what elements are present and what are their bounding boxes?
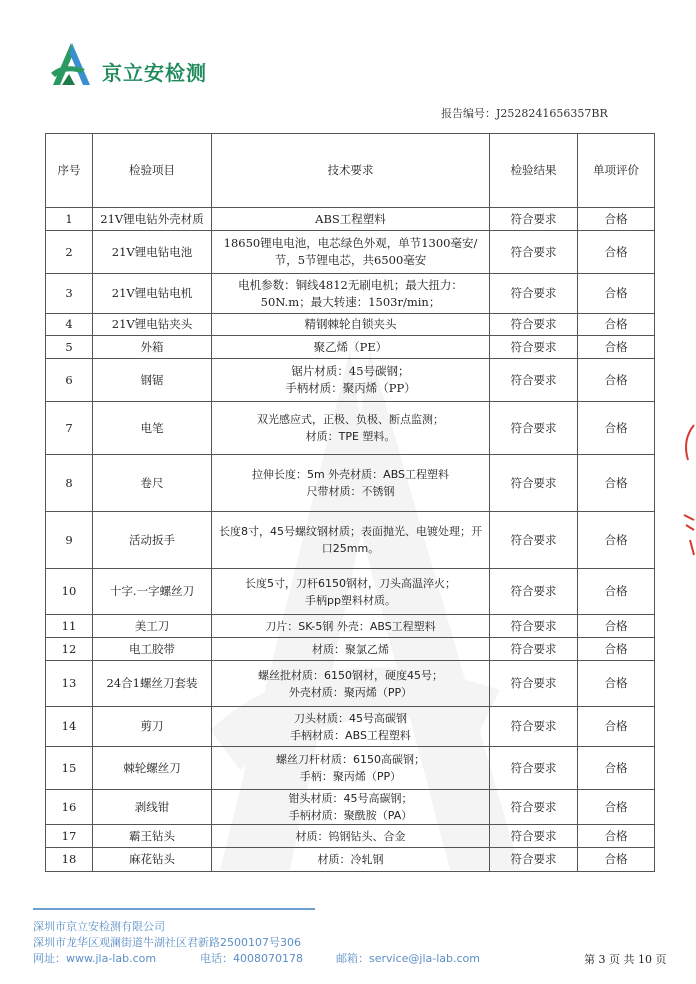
requirement-line: 手柄pp塑料材质。 <box>305 593 396 607</box>
requirement-line: 电机参数：铜线4812无刷电机；最大扭力： <box>238 277 463 292</box>
table-row <box>46 638 655 661</box>
cell-result: 符合要求 <box>490 231 578 274</box>
cell-item: 卷尺 <box>93 455 212 512</box>
cell-result: 符合要求 <box>490 790 578 825</box>
footer-email[interactable]: 邮箱：service@jla-lab.com <box>336 952 480 965</box>
cell-result: 符合要求 <box>490 208 578 231</box>
cell-requirement <box>212 402 490 455</box>
requirement-line: 双光感应式，正极、负极、断点监测； <box>257 413 444 426</box>
cell-result: 符合要求 <box>490 336 578 359</box>
cell-evaluation: 合格 <box>578 455 655 512</box>
stamp-edge-icon <box>680 420 696 560</box>
cell-result: 符合要求 <box>490 512 578 569</box>
footer-address: 深圳市龙华区观澜街道牛湖社区君新路2500107号306 <box>33 936 301 949</box>
cell-no: 14 <box>46 707 93 747</box>
cell-item: 钢锯 <box>93 359 212 402</box>
cell-no: 17 <box>46 825 93 848</box>
cell-item: 霸王钻头 <box>93 825 212 848</box>
table-row <box>46 661 655 707</box>
cell-item: 棘轮螺丝刀 <box>93 747 212 790</box>
cell-requirement <box>212 848 490 872</box>
cell-item: 美工刀 <box>93 615 212 638</box>
cell-item: 剥线钳 <box>93 790 212 825</box>
table-row <box>46 512 655 569</box>
table-row <box>46 402 655 455</box>
cell-evaluation: 合格 <box>578 661 655 707</box>
cell-evaluation: 合格 <box>578 790 655 825</box>
table-row <box>46 569 655 615</box>
cell-item: 活动扳手 <box>93 512 212 569</box>
requirement-line: 材质：聚氯乙烯 <box>312 642 389 656</box>
cell-no: 3 <box>46 274 93 314</box>
table-row <box>46 790 655 825</box>
cell-no: 10 <box>46 569 93 615</box>
cell-no: 9 <box>46 512 93 569</box>
requirement-line: 外壳材质：聚丙烯（PP） <box>288 685 413 699</box>
cell-result: 符合要求 <box>490 569 578 615</box>
table-header-row <box>46 134 655 208</box>
cell-requirement <box>212 359 490 402</box>
cell-item: 麻花钻头 <box>93 848 212 872</box>
cell-item: 十字.一字螺丝刀 <box>93 569 212 615</box>
table-row <box>46 274 655 314</box>
cell-evaluation: 合格 <box>578 848 655 872</box>
cell-evaluation: 合格 <box>578 336 655 359</box>
inspection-table <box>45 133 655 872</box>
cell-evaluation: 合格 <box>578 707 655 747</box>
col-header-evaluation: 单项评价 <box>578 134 655 208</box>
cell-no: 18 <box>46 848 93 872</box>
cell-result: 符合要求 <box>490 747 578 790</box>
cell-requirement <box>212 231 490 274</box>
cell-no: 12 <box>46 638 93 661</box>
requirement-line: 聚乙烯（PE） <box>313 339 388 354</box>
cell-evaluation: 合格 <box>578 314 655 336</box>
requirement-line: 50N.m；最大转速：1503r/min； <box>260 294 441 309</box>
table-row <box>46 314 655 336</box>
requirement-line: 螺丝刀杆材质：6150高碳钢； <box>276 753 425 766</box>
requirement-line: 节，5节锂电芯，共6500毫安 <box>274 253 427 267</box>
cell-evaluation: 合格 <box>578 512 655 569</box>
cell-no: 2 <box>46 231 93 274</box>
cell-evaluation: 合格 <box>578 231 655 274</box>
table-row <box>46 825 655 848</box>
logo-mark-icon <box>45 40 105 90</box>
requirement-line: 材质：冷轧钢 <box>317 853 384 866</box>
company-name: 京立安检测 <box>102 61 207 85</box>
requirement-line: 手柄材质：ABS工程塑料 <box>290 728 411 742</box>
cell-item: 剪刀 <box>93 707 212 747</box>
requirement-line: 18650锂电电池，电芯绿色外观，单节1300毫安/ <box>223 236 478 250</box>
requirement-line: 材质：钨钢钻头、合金 <box>295 829 406 843</box>
cell-evaluation: 合格 <box>578 359 655 402</box>
cell-no: 8 <box>46 455 93 512</box>
requirement-line: 精钢棘轮自锁夹头 <box>304 317 397 331</box>
cell-requirement <box>212 661 490 707</box>
requirement-line: 手柄：聚丙烯（PP） <box>299 770 402 783</box>
requirement-line: 锯片材质：45号碳钢； <box>291 364 410 378</box>
cell-evaluation: 合格 <box>578 747 655 790</box>
cell-requirement <box>212 455 490 512</box>
requirement-line: 钳头材质：45号高碳钢； <box>288 792 413 805</box>
requirement-line: 手柄材质：聚酰胺（PA） <box>288 809 413 822</box>
cell-result: 符合要求 <box>490 615 578 638</box>
cell-evaluation: 合格 <box>578 825 655 848</box>
cell-no: 11 <box>46 615 93 638</box>
report-number: 报告编号：J2528241656357BR <box>441 107 608 120</box>
col-header-item: 检验项目 <box>93 134 212 208</box>
footer-website[interactable]: 网址：www.jla-lab.com <box>33 952 157 965</box>
cell-requirement <box>212 747 490 790</box>
cell-result: 符合要求 <box>490 359 578 402</box>
page-number: 第 3 页 共 10 页 <box>584 953 667 966</box>
cell-item: 外箱 <box>93 336 212 359</box>
table-row <box>46 231 655 274</box>
requirement-line: 手柄材质：聚丙烯（PP） <box>285 381 416 395</box>
cell-result: 符合要求 <box>490 661 578 707</box>
cell-evaluation: 合格 <box>578 208 655 231</box>
footer-company: 深圳市京立安检测有限公司 <box>33 920 165 933</box>
cell-requirement <box>212 336 490 359</box>
footer-phone: 电话：4008070178 <box>200 952 303 965</box>
requirement-line: 刀片：SK-5钢 外壳：ABS工程塑料 <box>265 619 436 633</box>
cell-no: 7 <box>46 402 93 455</box>
cell-item: 24合1螺丝刀套装 <box>93 661 212 707</box>
cell-no: 6 <box>46 359 93 402</box>
requirement-line: 长度5寸，刀杆6150钢材，刀头高温淬火； <box>245 576 456 590</box>
cell-requirement <box>212 825 490 848</box>
cell-item: 电工胶带 <box>93 638 212 661</box>
cell-result: 符合要求 <box>490 638 578 661</box>
requirement-line: 螺丝批材质：6150钢材，硬度45号； <box>258 668 443 682</box>
cell-item: 21V锂电钻电机 <box>93 274 212 314</box>
cell-result: 符合要求 <box>490 825 578 848</box>
company-logo <box>45 40 220 94</box>
table-row <box>46 848 655 872</box>
table-row <box>46 455 655 512</box>
table-row <box>46 336 655 359</box>
col-header-requirement: 技术要求 <box>212 134 490 208</box>
cell-no: 4 <box>46 314 93 336</box>
cell-result: 符合要求 <box>490 707 578 747</box>
cell-result: 符合要求 <box>490 848 578 872</box>
cell-requirement <box>212 512 490 569</box>
cell-no: 15 <box>46 747 93 790</box>
cell-evaluation: 合格 <box>578 274 655 314</box>
col-header-result: 检验结果 <box>490 134 578 208</box>
cell-item: 21V锂电钻外壳材质 <box>93 208 212 231</box>
cell-item: 电笔 <box>93 402 212 455</box>
cell-evaluation: 合格 <box>578 402 655 455</box>
cell-requirement <box>212 569 490 615</box>
cell-requirement <box>212 208 490 231</box>
cell-requirement <box>212 274 490 314</box>
requirement-line: 尺带材质：不锈钢 <box>306 485 395 498</box>
cell-requirement <box>212 638 490 661</box>
table-row <box>46 615 655 638</box>
cell-result: 符合要求 <box>490 402 578 455</box>
table-row <box>46 707 655 747</box>
cell-result: 符合要求 <box>490 274 578 314</box>
cell-no: 16 <box>46 790 93 825</box>
cell-requirement <box>212 314 490 336</box>
cell-result: 符合要求 <box>490 314 578 336</box>
requirement-line: 材质：TPE 塑料。 <box>305 430 396 443</box>
table-row <box>46 359 655 402</box>
table-row <box>46 208 655 231</box>
cell-no: 1 <box>46 208 93 231</box>
cell-evaluation: 合格 <box>578 638 655 661</box>
cell-evaluation: 合格 <box>578 569 655 615</box>
cell-item: 21V锂电钻电池 <box>93 231 212 274</box>
requirement-line: 拉伸长度：5m 外壳材质：ABS工程塑料 <box>251 468 450 481</box>
requirement-line: 口25mm。 <box>321 542 380 555</box>
requirement-line: 刀头材质：45号高碳钢 <box>294 711 407 725</box>
col-header-no: 序号 <box>46 134 93 208</box>
cell-requirement <box>212 790 490 825</box>
footer-divider <box>33 908 315 910</box>
table-row <box>46 747 655 790</box>
cell-item: 21V锂电钻夹头 <box>93 314 212 336</box>
requirement-line: ABS工程塑料 <box>315 211 386 226</box>
cell-requirement <box>212 615 490 638</box>
cell-no: 13 <box>46 661 93 707</box>
cell-evaluation: 合格 <box>578 615 655 638</box>
requirement-line: 长度8寸，45号螺纹钢材质；表面抛光、电镀处理；开 <box>219 525 482 538</box>
cell-no: 5 <box>46 336 93 359</box>
cell-requirement <box>212 707 490 747</box>
cell-result: 符合要求 <box>490 455 578 512</box>
